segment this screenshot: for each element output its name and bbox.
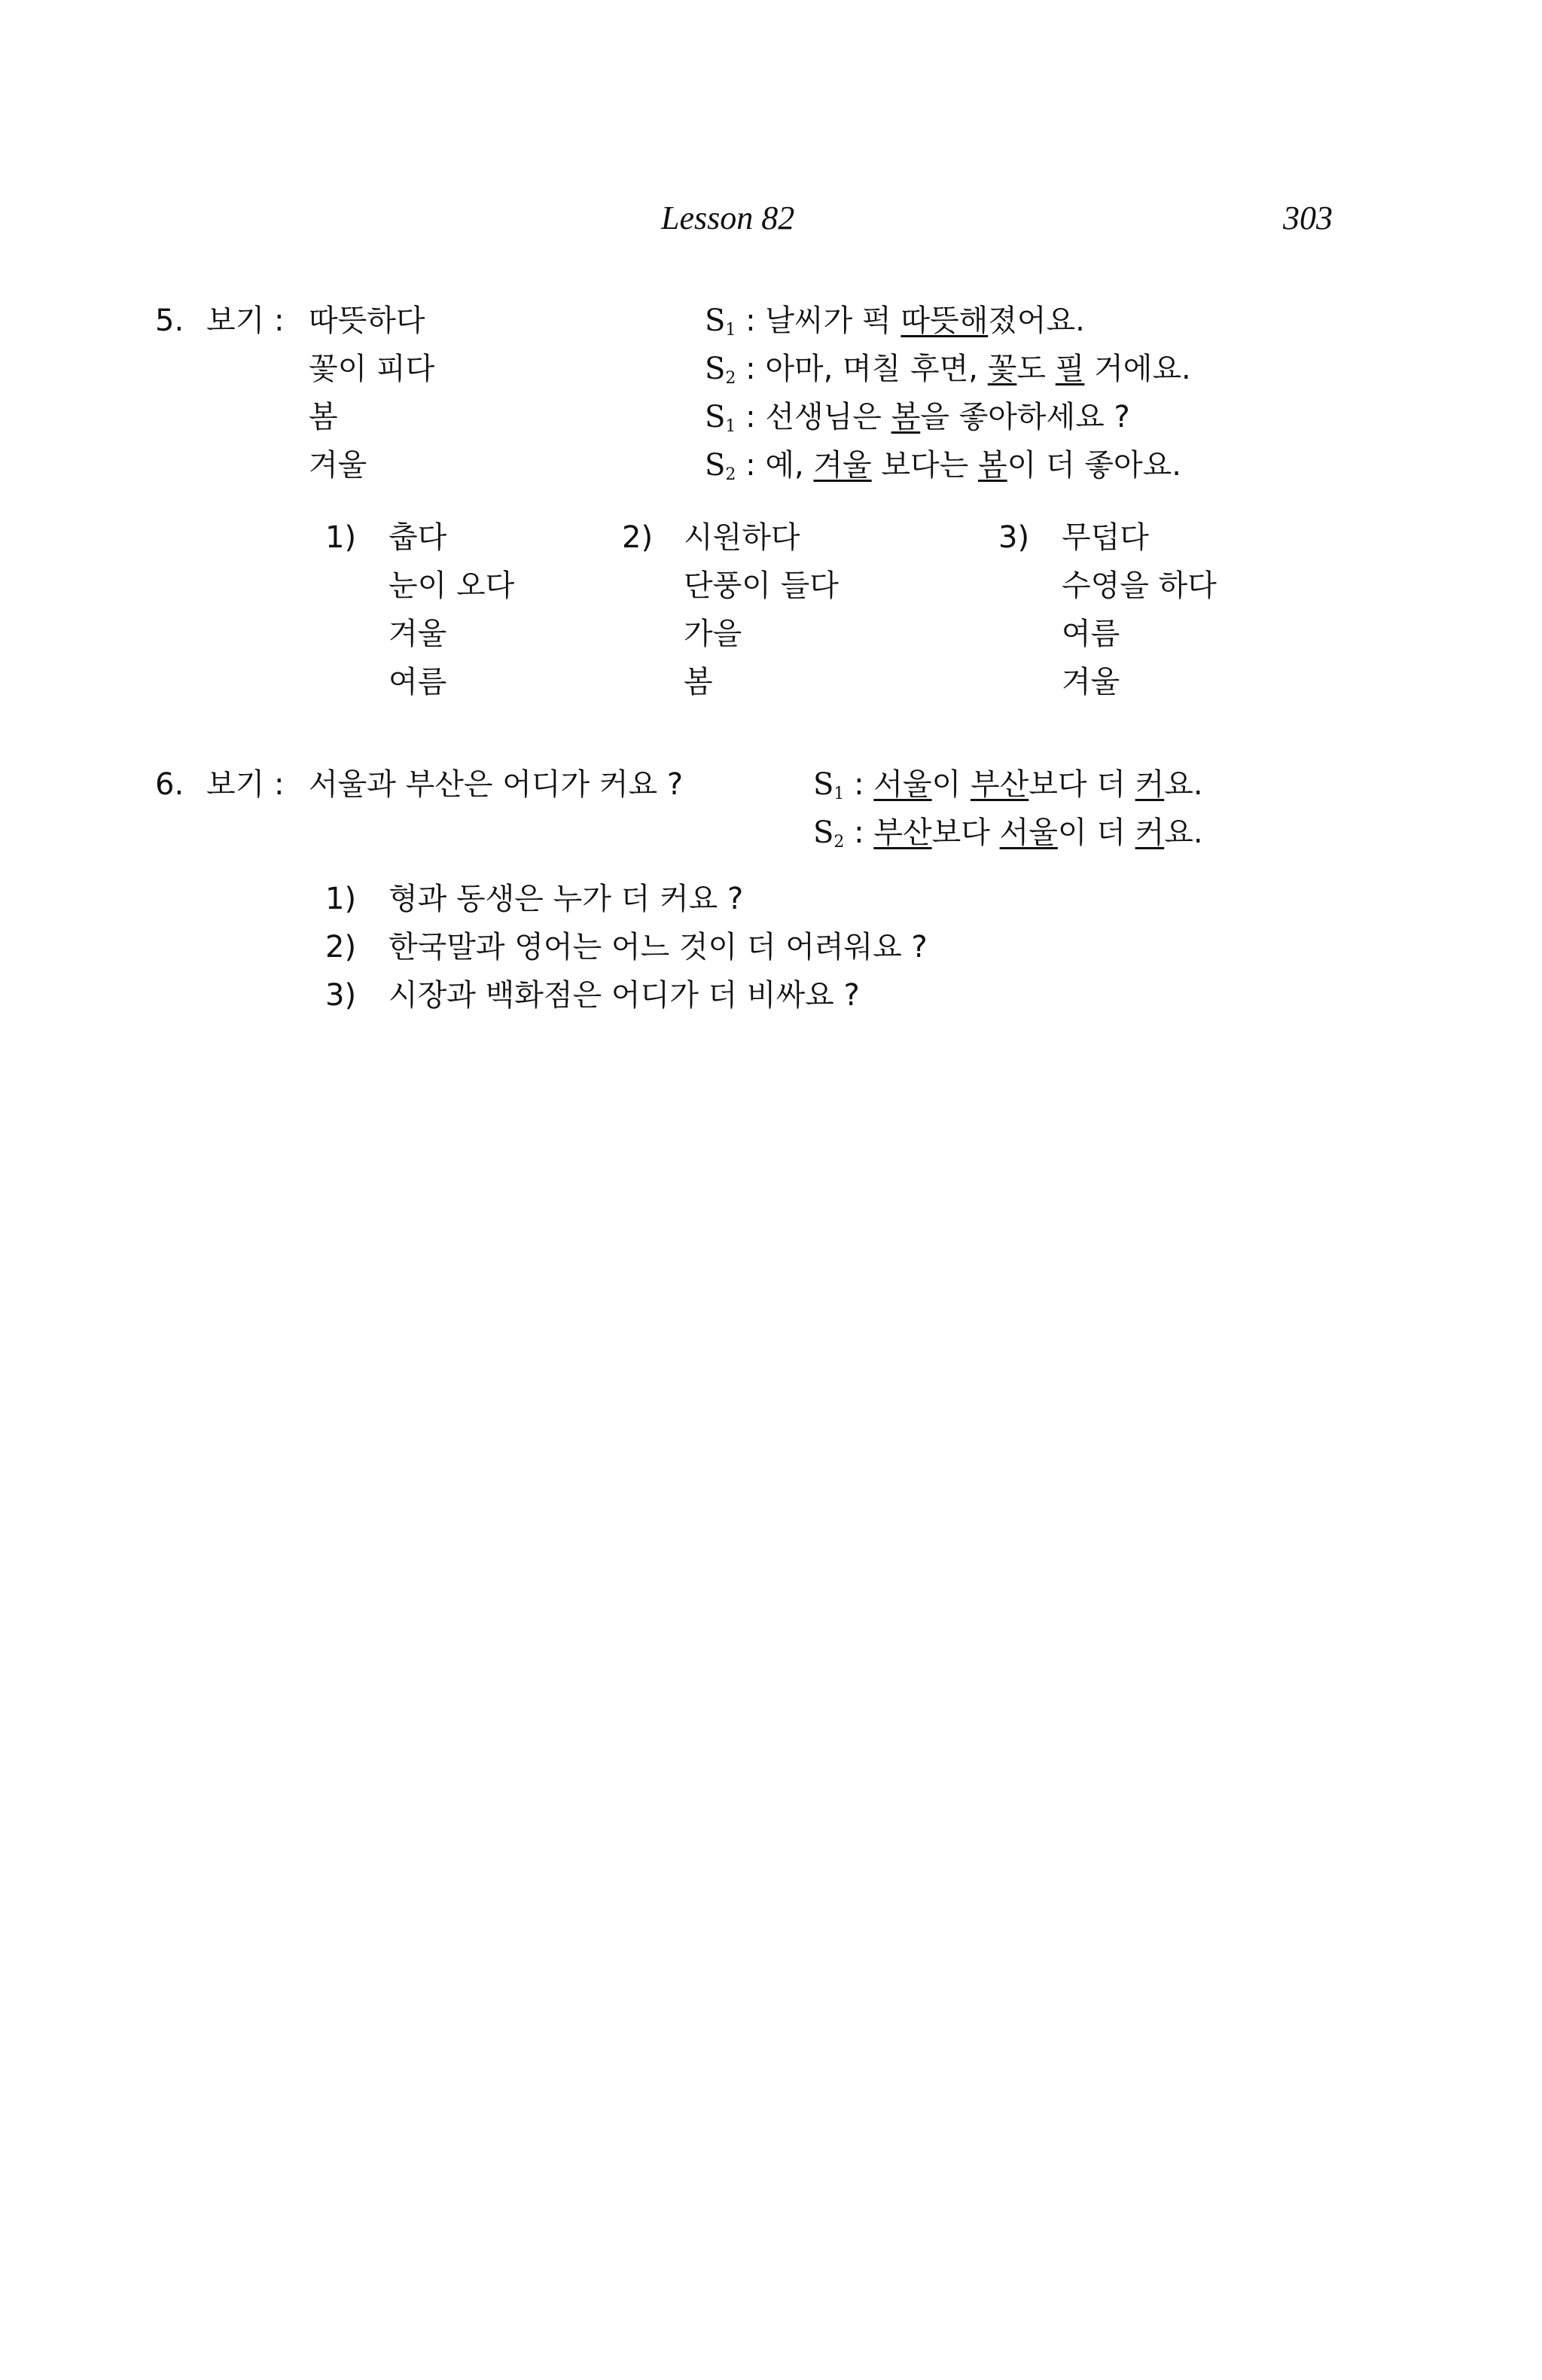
dialogue-text: 요.: [1164, 815, 1203, 850]
dialogue-line: [705, 450, 1181, 483]
dialogue-text: 졌어요.: [988, 303, 1085, 338]
practice-question: [325, 978, 860, 1013]
item-word: 단풍이 들다: [684, 568, 839, 603]
underlined-text: 봄: [978, 448, 1007, 483]
speaker-label: $S_2$: [813, 815, 845, 852]
dialogue-text: :: [854, 767, 874, 802]
item-number: 1): [325, 520, 357, 555]
question-text: 형과 동생은 누가 더 커요 ?: [389, 882, 744, 916]
speaker-label: $S_1$: [705, 303, 736, 340]
question-text: 한국말과 영어는 어느 것이 더 어려워요 ?: [389, 930, 928, 964]
dialogue-text: 을 좋아하세요 ?: [920, 400, 1130, 434]
speaker-label: $S_1$: [705, 400, 736, 436]
underlined-text: 겨울: [813, 448, 872, 483]
example-word: 겨울: [309, 448, 367, 483]
item-word: 겨울: [1062, 665, 1120, 699]
item-word: 춥다: [389, 520, 447, 555]
item-word: 수영을 하다: [1062, 568, 1217, 603]
item-word: 여름: [1062, 617, 1120, 651]
underlined-text: 필: [1055, 352, 1085, 386]
exercise-number: 6.: [155, 767, 184, 802]
item-word: 여름: [389, 665, 447, 699]
item-word: 눈이 오다: [389, 568, 515, 603]
question-text: 시장과 백화점은 어디가 더 비싸요 ?: [389, 978, 860, 1013]
speaker-label: $S_1$: [813, 767, 845, 803]
item-number: 2): [622, 520, 654, 555]
dialogue-text: 거에요.: [1084, 352, 1191, 386]
underlined-text: 부산: [970, 767, 1029, 802]
item-number: 3): [998, 520, 1030, 555]
dialogue-text: 도: [1016, 352, 1056, 386]
dialogue-text: 보다는: [871, 448, 979, 483]
practice-question: [325, 932, 928, 962]
dialogue-text: 보다: [931, 815, 1000, 850]
exercise-number: 5.: [155, 303, 184, 338]
dialogue-text: : 날씨가 퍽: [745, 303, 901, 338]
underlined-text: 부산: [873, 815, 932, 850]
dialogue-text: :: [854, 815, 874, 850]
dialogue-line: [705, 354, 1191, 387]
dialogue-text: 이: [931, 767, 971, 802]
item-word: 무덥다: [1062, 520, 1149, 555]
dialogue-text: : 아마, 며칠 후면,: [745, 352, 988, 386]
underlined-text: 서울: [999, 815, 1058, 850]
example-word: 봄: [309, 400, 338, 434]
underlined-text: 커: [1135, 815, 1165, 850]
dialogue-text: : 선생님은: [745, 400, 891, 434]
dialogue-text: : 예,: [745, 448, 814, 483]
item-number: 3): [325, 978, 357, 1013]
lesson-title: Lesson 82: [661, 200, 795, 236]
item-word: 겨울: [389, 617, 447, 651]
dialogue-text: 이 더: [1057, 815, 1135, 850]
page-number: 303: [1283, 200, 1333, 236]
underlined-text: 커: [1135, 767, 1165, 802]
example-question: 서울과 부산은 어디가 커요 ?: [309, 767, 684, 802]
example-word: 따뜻하다: [309, 303, 425, 338]
dialogue-line: [705, 402, 1130, 435]
underlined-text: 꽃: [987, 352, 1017, 386]
practice-question: [325, 884, 743, 914]
dialogue-line: [813, 769, 1203, 803]
dialogue-text: 요.: [1164, 767, 1203, 802]
dialogue-line: [813, 815, 1203, 852]
item-number: 1): [325, 882, 357, 916]
item-word: 가을: [684, 617, 742, 651]
underlined-text: 따뜻해: [901, 303, 989, 338]
speaker-label: $S_2$: [705, 448, 736, 484]
dialogue-text: 이 더 좋아요.: [1007, 448, 1182, 483]
dialogue-text: 보다 더: [1029, 767, 1135, 802]
item-word: 시원하다: [684, 520, 800, 555]
speaker-label: $S_2$: [705, 352, 736, 388]
underlined-text: 서울: [873, 767, 932, 802]
example-word: 꽃이 피다: [309, 352, 435, 386]
underlined-text: 봄: [891, 400, 921, 434]
item-number: 2): [325, 930, 357, 964]
example-label: 보기 :: [206, 303, 285, 338]
example-label: 보기 :: [206, 767, 285, 802]
item-word: 봄: [684, 665, 713, 699]
dialogue-line: [705, 303, 1085, 340]
